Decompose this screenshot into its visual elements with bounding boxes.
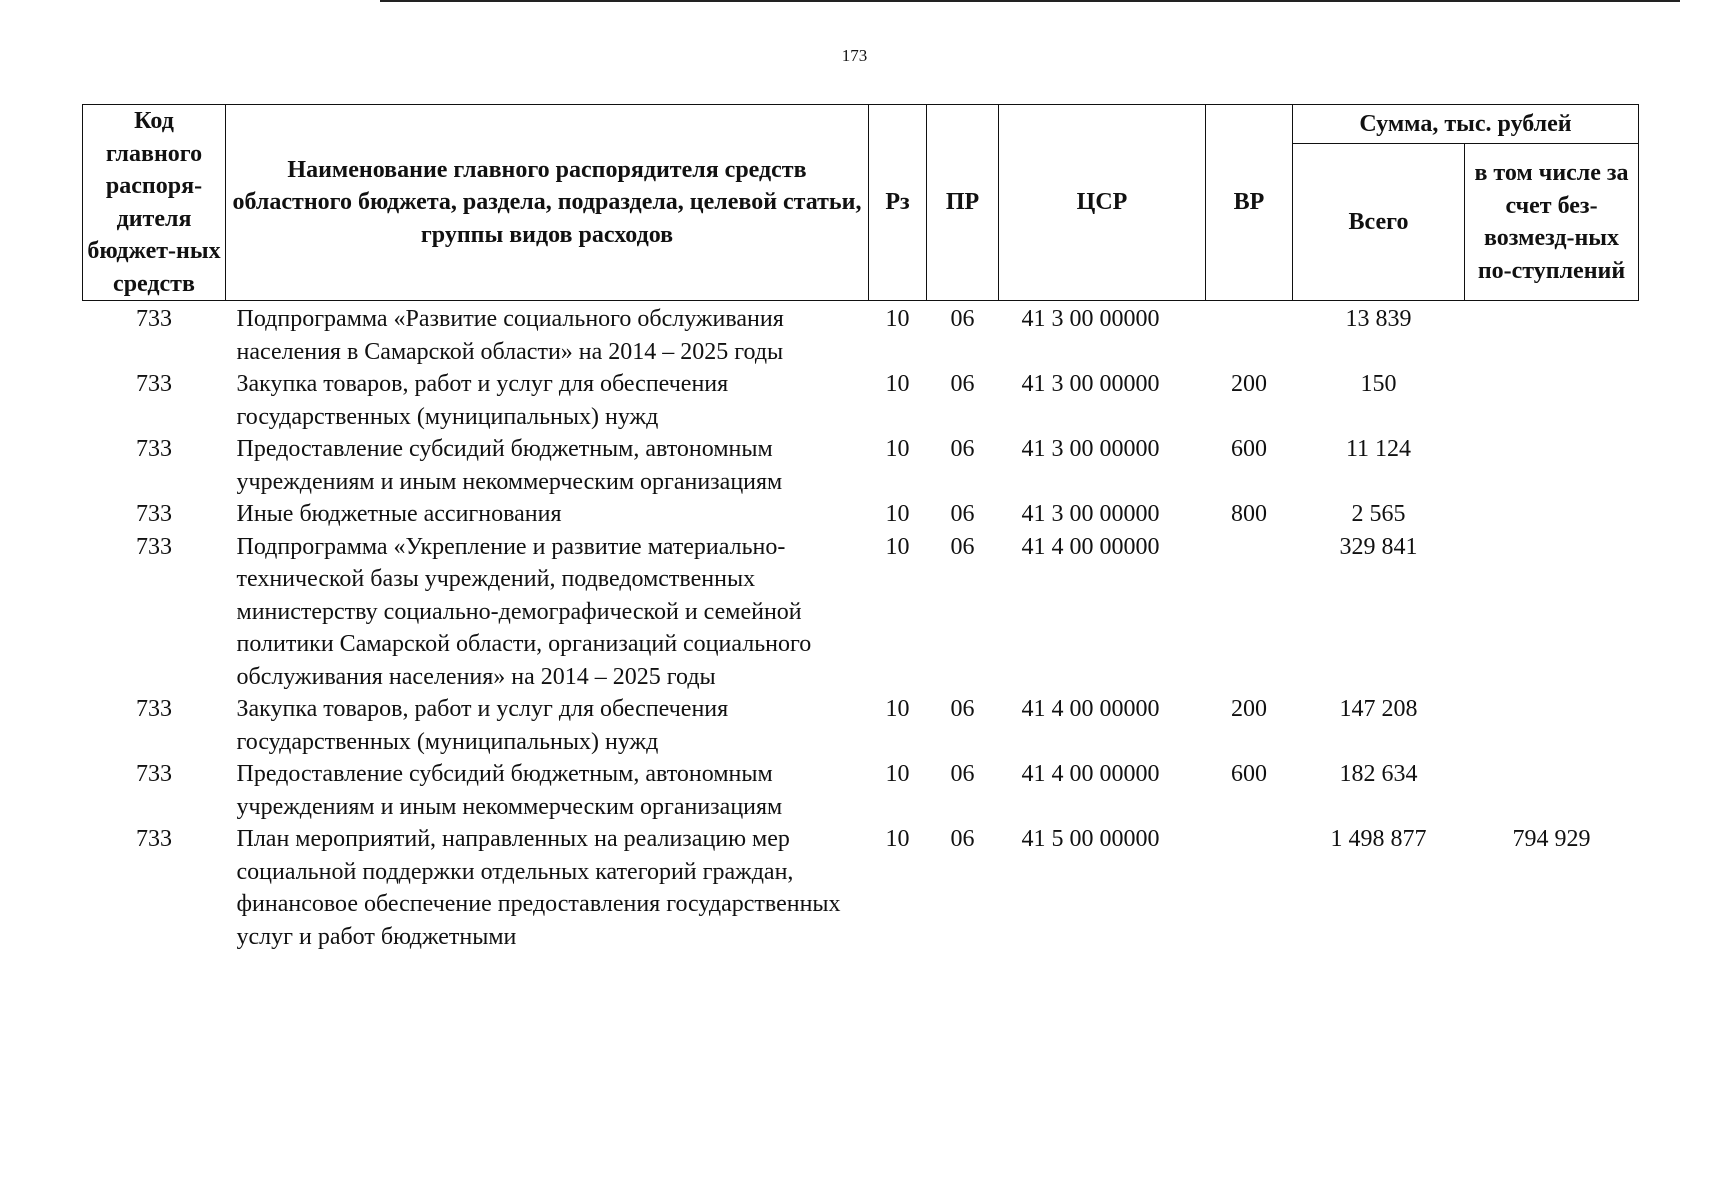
cell-csr: 41 4 00 00000 [1021,533,1160,560]
cell-rz: 10 [885,696,910,722]
cell-pr: 06 [950,826,975,852]
cell-total: 150 [1360,371,1397,397]
cell-total: 2 565 [1351,501,1406,527]
header-kgrs: Код главного распоря-дителя бюджет-ных средств [83,105,226,301]
cell-rz: 10 [885,533,910,560]
cell-csr: 41 3 00 00000 [1021,501,1160,527]
cell-total: 11 124 [1345,436,1412,462]
table-row [83,368,1639,433]
cell-kgrs: 733 [136,436,172,462]
cell-total: 1 498 877 [1330,826,1427,852]
cell-free [1465,368,1639,433]
cell-kgrs: 733 [136,371,172,397]
table-row [83,301,1639,369]
cell-pr: 06 [950,761,975,787]
cell-free: 794 929 [1512,826,1591,852]
cell-pr: 06 [950,306,975,332]
cell-rz: 10 [885,306,910,332]
cell-rz: 10 [885,371,910,397]
cell-free [1465,531,1639,694]
table-row [83,693,1639,758]
cell-total: 329 841 [1339,533,1418,560]
cell-kgrs: 733 [136,501,172,527]
header-pr: ПР [927,105,999,301]
table-body [83,301,1639,954]
cell-name: Закупка товаров, работ и услуг для обеспечения государственных (муниципальных) нужд [236,371,729,430]
cell-csr: 41 3 00 00000 [1021,371,1160,397]
cell-rz: 10 [885,761,910,787]
budget-table [82,104,1639,953]
cell-kgrs: 733 [136,306,172,332]
cell-pr: 06 [950,436,975,462]
header-sum: Сумма, тыс. рублей [1293,105,1639,144]
cell-name: Подпрограмма «Укрепление и развитие материально-технической базы учреждений, подведомственных министерству социально-демографической и семейной политики Самарской области, организаций социального обслуживания населения» на 2014 – 2025 годы [236,533,812,690]
cell-pr: 06 [950,533,975,560]
header-rz: Рз [869,105,927,301]
cell-free [1465,301,1639,369]
header-total: Всего [1293,144,1465,301]
table-row [83,758,1639,823]
cell-vr: 800 [1231,501,1267,527]
cell-name: План мероприятий, направленных на реализацию мер социальной поддержки отдельных категорий граждан, финансовое обеспечение предоставления государственных услуг и работ бюджетными [236,826,841,950]
cell-vr: 600 [1231,761,1267,787]
cell-vr: 600 [1231,436,1267,462]
cell-name: Предоставление субсидий бюджетным, автономным учреждениям и иным некоммерческим организациям [236,761,783,820]
cell-name: Предоставление субсидий бюджетным, автономным учреждениям и иным некоммерческим организациям [236,436,783,495]
cell-csr: 41 3 00 00000 [1021,436,1160,462]
header-name: Наименование главного распорядителя средств областного бюджета, раздела, подраздела, целевой статьи, группы видов расходов [226,105,869,301]
table-row [83,531,1639,694]
cell-csr: 41 4 00 00000 [1021,761,1160,787]
cell-rz: 10 [885,826,910,852]
cell-free [1465,433,1639,498]
table-header [83,105,1639,301]
table-row [83,433,1639,498]
cell-csr: 41 5 00 00000 [1021,826,1160,852]
cell-rz: 10 [885,436,910,462]
cell-vr [1206,301,1293,369]
table-row [83,498,1639,531]
cell-free [1465,758,1639,823]
cell-free [1465,498,1639,531]
header-vr: ВР [1206,105,1293,301]
cell-vr [1206,531,1293,694]
cell-pr: 06 [950,696,975,722]
cell-name: Подпрограмма «Развитие социального обслуживания населения в Самарской области» на 2014 – 2025 годы [236,306,784,365]
page-number: 173 [841,46,868,65]
cell-rz: 10 [885,501,910,527]
cell-total: 147 208 [1339,696,1418,722]
cell-kgrs: 733 [136,826,172,852]
header-free: в том числе за счет без-возмезд-ных по-ступлений [1465,144,1639,301]
cell-name: Закупка товаров, работ и услуг для обеспечения государственных (муниципальных) нужд [236,696,729,755]
cell-csr: 41 4 00 00000 [1021,696,1160,722]
cell-name: Иные бюджетные ассигнования [236,501,562,527]
cell-csr: 41 3 00 00000 [1021,306,1160,332]
header-csr: ЦСР [999,105,1206,301]
cell-pr: 06 [950,501,975,527]
top-border-line [380,0,1680,2]
cell-vr: 200 [1231,696,1267,722]
cell-vr: 200 [1231,371,1267,397]
cell-free [1465,693,1639,758]
cell-total: 13 839 [1345,306,1412,332]
cell-total: 182 634 [1339,761,1418,787]
cell-kgrs: 733 [136,761,172,787]
cell-vr [1206,823,1293,953]
cell-pr: 06 [950,371,975,397]
cell-kgrs: 733 [136,696,172,722]
cell-kgrs: 733 [136,533,172,560]
table-row [83,823,1639,953]
